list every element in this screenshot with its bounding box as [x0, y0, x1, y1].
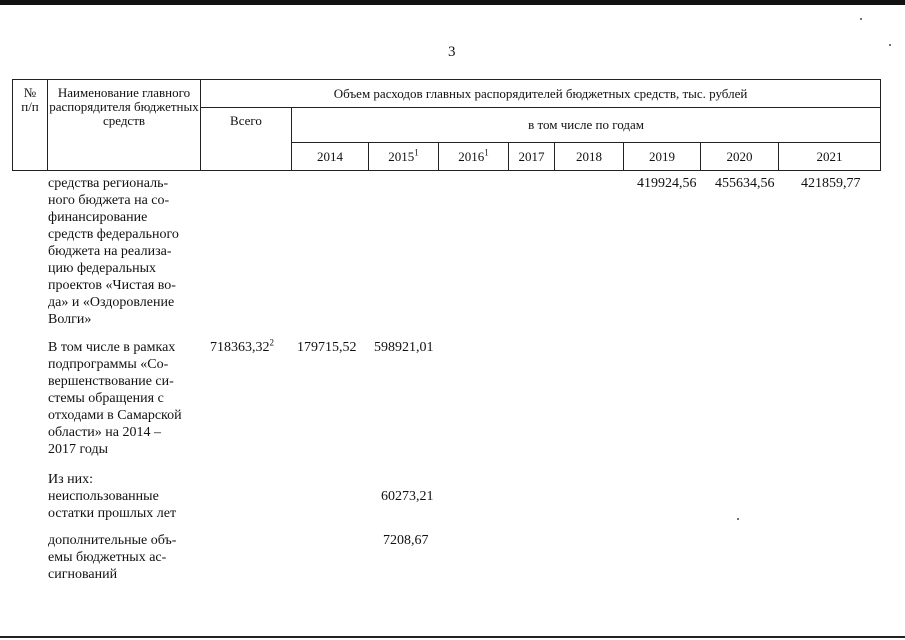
row-regional-2021-value: 421859,77 — [801, 176, 861, 191]
top-border-rule — [0, 0, 905, 5]
row-name-additional-allocations: дополнительные объ- емы бюджетных ас- сигнований — [48, 533, 177, 582]
scan-speck — [889, 44, 891, 46]
bottom-border-rule — [0, 636, 905, 638]
row-name-regional-cofinancing: средства региональ- ного бюджета на со- финансирование средств федерального бюджета на реализа- цию федеральных проектов «Чистая во- да» и «Оздоровление Волги» — [48, 176, 179, 327]
header-year-2020: 2020 — [701, 143, 779, 171]
header-year-2016: 2016$^1$ — [439, 143, 509, 171]
scan-speck — [860, 18, 862, 20]
header-column-including-by-years: в том числе по годам — [292, 108, 881, 143]
row-unused-balances-2015-value: 60273,21 — [381, 489, 434, 504]
header-year-2015: 2015$^1$ — [369, 143, 439, 171]
row-subprogram-2014-value: 179715,52 — [297, 340, 357, 355]
row-subprogram-total-value: 718363,32$^2$ — [210, 337, 274, 355]
header-table — [12, 79, 881, 171]
header-column-volume: Объем расходов главных распорядителей бюджетных средств, тыс. рублей — [201, 80, 881, 108]
row-name-unused-balances: Из них: неиспользованные остатки прошлых лет — [48, 472, 177, 521]
header-year-2017: 2017 — [509, 143, 555, 171]
row-name-subprogram-waste: В том числе в рамках подпрограммы «Со- вершенствование си- стемы обращения с отходами в Самарской области» на 2014 – 2017 годы — [48, 340, 182, 457]
row-additional-allocations-2015-value: 7208,67 — [383, 533, 429, 548]
row-subprogram-2015-value: 598921,01 — [374, 340, 434, 355]
header-year-2019: 2019 — [624, 143, 701, 171]
header-column-name: Наименование главного распорядителя бюджетных средств — [48, 80, 201, 171]
page-number: 3 — [448, 44, 456, 60]
row-regional-2019-value: 419924,56 — [637, 176, 697, 191]
header-column-number: № п/п — [13, 80, 48, 171]
header-year-2018: 2018 — [555, 143, 624, 171]
row-regional-2020-value: 455634,56 — [715, 176, 775, 191]
header-year-2021: 2021 — [779, 143, 881, 171]
header-column-total: Всего — [201, 108, 292, 171]
scan-speck — [737, 518, 739, 520]
header-year-2014: 2014 — [292, 143, 369, 171]
